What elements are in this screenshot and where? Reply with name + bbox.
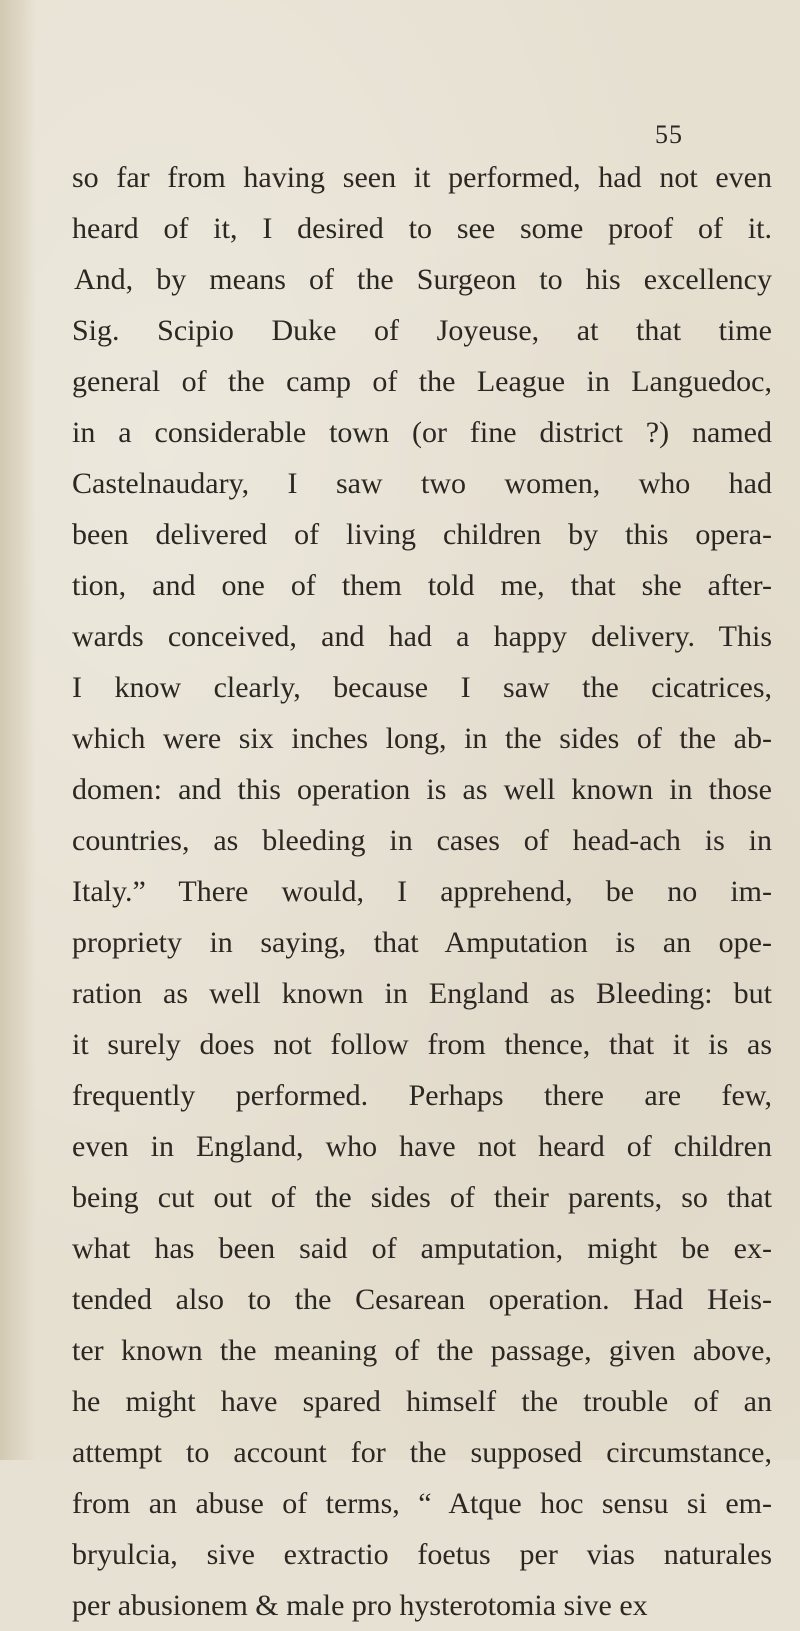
text-line: propriety in saying, that Amputation is an ope- [72,926,772,959]
text-line: Sig. Scipio Duke of Joyeuse, at that time [72,314,772,347]
body-text [72,152,772,1631]
page-number: 55 [655,120,683,149]
text-line: general of the camp of the League in Languedoc, [72,365,772,398]
text-line: what has been said of amputation, might be ex- [72,1232,772,1265]
text-line: so far from having seen it performed, had not even [72,161,772,194]
page-gutter [0,0,36,1460]
text-line: in a considerable town (or fine district ?) named [72,416,772,449]
text-line: Italy.” There would, I apprehend, be no im- [72,875,772,908]
text-line: Castelnaudary, I saw two women, who had [72,467,772,500]
text-line: he might have spared himself the trouble of an [72,1385,772,1418]
text-line: tion, and one of them told me, that she after- [72,569,772,602]
text-line: frequently performed. Perhaps there are few, [72,1079,772,1112]
text-line: ter known the meaning of the passage, given above, [72,1334,772,1367]
text-line: from an abuse of terms, “ Atque hoc sensu si em- [72,1487,772,1520]
text-line: being cut out of the sides of their parents, so that [72,1181,772,1214]
text-line: even in England, who have not heard of children [72,1130,772,1163]
text-line: domen: and this operation is as well known in those [72,773,772,806]
text-line: which were six inches long, in the sides of the ab- [72,722,772,755]
text-line: heard of it, I desired to see some proof of it. [72,212,772,245]
text-line: it surely does not follow from thence, that it is as [72,1028,772,1061]
text-line: wards conceived, and had a happy delivery. This [72,620,772,653]
text-line: tended also to the Cesarean operation. Had Heis- [72,1283,772,1316]
text-line: And, by means of the Surgeon to his excellency [74,263,772,296]
text-line: ration as well known in England as Bleeding: but [72,977,772,1010]
text-line: been delivered of living children by this opera- [72,518,772,551]
text-line: I know clearly, because I saw the cicatrices, [72,671,772,704]
text-line: attempt to account for the supposed circumstance, [72,1436,772,1469]
text-line: countries, as bleeding in cases of head-ach is in [72,824,772,857]
text-line: bryulcia, sive extractio foetus per vias naturales [72,1538,772,1571]
text-line: per abusionem & male pro hysterotomia sive ex [72,1589,648,1622]
